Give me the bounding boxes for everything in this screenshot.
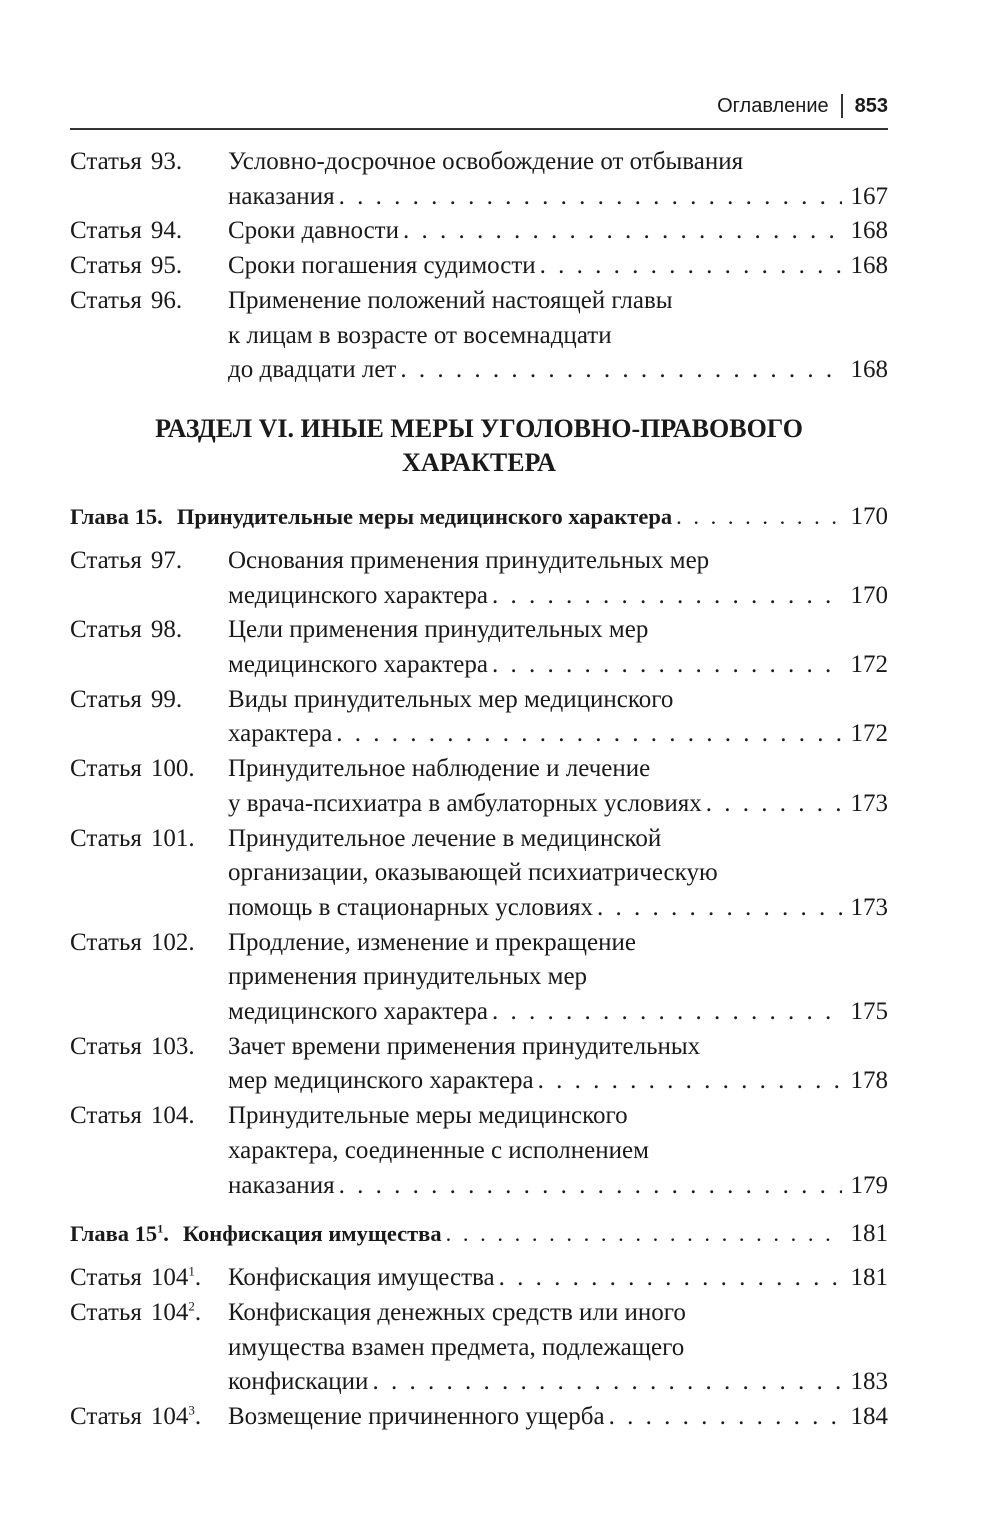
article-number — [151, 929, 195, 956]
page-number: 173 — [850, 893, 888, 921]
article-title-end: медицинского характера — [228, 581, 488, 609]
article-number-text: 96. — [150, 286, 183, 314]
chapter-label-sup: 1 — [157, 1221, 164, 1236]
leader-dots — [540, 249, 842, 284]
article-title-end: Возмещение причиненного ущерба — [228, 1403, 605, 1431]
chapter-title: Принудительные меры медицинского характера — [176, 503, 673, 529]
leader-dots — [492, 579, 842, 614]
article-title-end: помощь в стационарных условиях — [228, 893, 594, 921]
page-number: 172 — [850, 720, 888, 748]
article-label — [70, 926, 228, 1030]
leader-dots — [446, 1217, 842, 1251]
article-title-last-line — [228, 1261, 888, 1296]
article-number-text: 100. — [150, 755, 195, 783]
leader-dots — [676, 500, 842, 534]
leader-dots — [400, 353, 842, 388]
article-title-end: медицинского характера — [228, 998, 488, 1026]
article-number-text: 99. — [150, 685, 183, 713]
toc-entry[interactable] — [70, 1099, 888, 1203]
toc-entry[interactable] — [70, 752, 888, 821]
article-word: Статья — [70, 928, 142, 956]
article-title-last-line — [228, 648, 888, 683]
toc-entry[interactable] — [70, 249, 888, 284]
article-title-line: Условно-досрочное освобождение от отбывания — [228, 148, 744, 175]
section-heading-line-2: ХАРАКТЕРА — [402, 447, 556, 477]
toc-entry[interactable] — [70, 926, 888, 1030]
toc-entry[interactable] — [70, 1030, 888, 1099]
toc-entry[interactable] — [70, 822, 888, 926]
toc-list-chapter-15-1 — [70, 1261, 888, 1435]
article-title-end: характера — [228, 720, 333, 748]
article-title-end: до двадцати лет — [228, 356, 397, 384]
article-number-sup: 3 — [188, 1402, 195, 1418]
article-number — [151, 287, 182, 314]
article-number — [151, 616, 182, 643]
article-title-line: Принудительное лечение в медицинской — [228, 824, 662, 852]
article-number — [151, 825, 195, 852]
article-number-text: 104 — [150, 1403, 189, 1431]
article-label — [70, 544, 228, 613]
leader-dots — [403, 214, 842, 249]
article-title-last-line — [228, 717, 888, 752]
article-number-text: 97. — [150, 546, 183, 574]
toc-entry[interactable] — [70, 683, 888, 752]
article-title — [228, 926, 888, 1030]
article-number-text: 104 — [150, 1264, 189, 1292]
leader-dots — [336, 717, 842, 752]
article-title-end: у врача-психиатра в амбулаторных условиях — [228, 789, 702, 817]
article-title — [228, 1400, 888, 1435]
article-label — [70, 1099, 228, 1203]
article-title-last-line — [228, 891, 888, 926]
article-number-text: 102. — [150, 928, 195, 956]
article-label — [70, 284, 228, 388]
header-page-number: 853 — [854, 94, 888, 117]
article-word: Статья — [70, 1102, 142, 1130]
article-title-line: применения принудительных мер — [228, 963, 588, 991]
article-number — [151, 1102, 195, 1129]
article-number — [151, 1299, 201, 1326]
leader-dots — [492, 648, 842, 683]
article-title-line: имущества взамен предмета, подлежащего — [228, 1333, 685, 1361]
article-number — [151, 1033, 195, 1060]
article-number-text: 98. — [150, 616, 183, 644]
article-number — [151, 252, 182, 279]
toc-entry[interactable] — [70, 544, 888, 613]
leader-dots — [372, 1365, 842, 1400]
article-word: Статья — [70, 252, 142, 280]
article-title — [228, 145, 888, 214]
article-number-suffix: . — [194, 1298, 202, 1326]
article-label — [70, 1400, 228, 1435]
article-title-line: Основания применения принудительных мер — [228, 546, 710, 574]
section-heading — [70, 412, 888, 480]
article-label — [70, 752, 228, 821]
article-word: Статья — [70, 1403, 142, 1431]
article-word: Статья — [70, 1032, 142, 1060]
article-title-line: Применение положений настоящей главы — [228, 286, 673, 314]
article-number-text: 104 — [150, 1298, 189, 1326]
article-label — [70, 249, 228, 284]
article-title-last-line — [228, 249, 888, 284]
article-number — [151, 755, 195, 782]
article-title — [228, 1261, 888, 1296]
article-title — [228, 1030, 888, 1099]
article-word: Статья — [70, 685, 142, 713]
chapter-page: 170 — [850, 502, 888, 530]
article-title-line: Зачет времени применения принудительных — [228, 1032, 701, 1060]
page-number: 183 — [850, 1368, 888, 1396]
article-label — [70, 145, 228, 214]
page-number: 170 — [850, 581, 888, 609]
leader-dots — [538, 1064, 842, 1099]
article-title-last-line — [228, 579, 888, 614]
chapter-page: 181 — [850, 1220, 888, 1248]
article-label — [70, 1030, 228, 1099]
toc-entry[interactable] — [70, 284, 888, 388]
article-number — [151, 217, 182, 244]
article-number-text: 104. — [150, 1102, 195, 1130]
article-title-last-line — [228, 353, 888, 388]
article-number-text: 93. — [150, 148, 183, 175]
article-title-line: Продление, изменение и прекращение — [228, 928, 636, 956]
toc-entry[interactable] — [70, 214, 888, 249]
article-number — [151, 1264, 201, 1291]
toc-entry[interactable] — [70, 613, 888, 682]
chapter-label-text: Глава 15 — [70, 1221, 158, 1247]
article-word: Статья — [70, 616, 142, 644]
chapter-label — [70, 1217, 169, 1251]
article-title-last-line — [228, 214, 888, 249]
article-title-last-line — [228, 787, 888, 822]
article-title-line: характера, соединенные с исполнением — [228, 1136, 649, 1164]
page-number: 179 — [850, 1171, 888, 1199]
article-title — [228, 752, 888, 821]
article-word: Статья — [70, 217, 142, 245]
article-label — [70, 1261, 228, 1296]
article-word: Статья — [70, 546, 142, 574]
chapter-15-entry[interactable] — [70, 500, 888, 534]
toc-entry[interactable] — [70, 1296, 888, 1400]
article-title-last-line — [228, 1169, 888, 1204]
article-number-text: 94. — [150, 217, 183, 245]
article-title — [228, 284, 888, 388]
article-title — [228, 214, 888, 249]
article-title — [228, 1099, 888, 1203]
article-label — [70, 613, 228, 682]
article-title-line: Принудительные меры медицинского — [228, 1102, 628, 1130]
article-title — [228, 683, 888, 752]
article-title-line: организации, оказывающей психиатрическую — [228, 859, 718, 887]
toc-entry[interactable] — [70, 1400, 888, 1435]
article-title — [228, 822, 888, 926]
article-title-last-line — [228, 1064, 888, 1099]
toc-list-chapter-15 — [70, 544, 888, 1203]
article-number-sup: 2 — [188, 1298, 195, 1314]
article-number-sup: 1 — [188, 1263, 195, 1279]
page-number: 172 — [850, 651, 888, 679]
header-right — [717, 94, 888, 118]
toc-content — [70, 145, 888, 1435]
article-title-end: наказания — [228, 1171, 335, 1199]
article-number-text: 101. — [150, 824, 195, 852]
article-word: Статья — [70, 286, 142, 314]
article-number-suffix: . — [194, 1264, 202, 1292]
toc-entry[interactable] — [70, 145, 888, 214]
article-title-line: Цели применения принудительных мер — [228, 616, 649, 644]
article-label — [70, 683, 228, 752]
header-title: Оглавление — [717, 94, 829, 117]
page-number: 173 — [850, 789, 888, 817]
article-number-suffix: . — [194, 1403, 202, 1431]
leader-dots — [609, 1400, 842, 1435]
toc-entry[interactable] — [70, 1261, 888, 1296]
page-number: 168 — [850, 356, 888, 384]
leader-dots — [597, 891, 842, 926]
article-title-end: Сроки погашения судимости — [228, 252, 536, 280]
toc-list-chapter-14 — [70, 145, 888, 388]
article-title-last-line — [228, 1400, 888, 1435]
article-title-last-line — [228, 1365, 888, 1400]
article-title-line: Конфискация денежных средств или иного — [228, 1298, 686, 1326]
article-title-end: Конфискация имущества — [228, 1264, 495, 1292]
running-header — [70, 92, 888, 130]
article-word: Статья — [70, 1264, 142, 1292]
page-number: 175 — [850, 998, 888, 1026]
article-number — [151, 148, 182, 175]
page-number: 168 — [850, 217, 888, 245]
article-word: Статья — [70, 148, 142, 175]
article-word: Статья — [70, 755, 142, 783]
article-number — [151, 1403, 201, 1430]
chapter-title: Конфискация имущества — [182, 1221, 442, 1247]
article-number-text: 103. — [150, 1032, 195, 1060]
article-title — [228, 544, 888, 613]
article-title — [228, 249, 888, 284]
article-label — [70, 214, 228, 249]
article-title-last-line — [228, 995, 888, 1030]
article-number — [151, 686, 182, 713]
article-label — [70, 822, 228, 926]
section-heading-line-1: РАЗДЕЛ VI. ИНЫЕ МЕРЫ УГОЛОВНО-ПРАВОВОГО — [155, 413, 803, 443]
page-number: 178 — [850, 1067, 888, 1095]
header-separator — [841, 94, 843, 118]
chapter-label: Глава 15. — [70, 503, 163, 529]
article-word: Статья — [70, 824, 142, 852]
article-title-line: Принудительное наблюдение и лечение — [228, 755, 651, 783]
leader-dots — [339, 180, 842, 215]
page-number: 167 — [850, 182, 888, 210]
article-number-text: 95. — [150, 252, 183, 280]
article-title-line: к лицам в возрасте от восемнадцати — [228, 321, 612, 349]
article-title-end: медицинского характера — [228, 651, 488, 679]
page-number: 168 — [850, 252, 888, 280]
leader-dots — [339, 1169, 842, 1204]
article-title-end: конфискации — [228, 1368, 369, 1396]
article-title-end: Сроки давности — [228, 217, 399, 245]
leader-dots — [499, 1261, 842, 1296]
leader-dots — [706, 787, 842, 822]
article-number — [151, 547, 182, 574]
article-title-last-line — [228, 180, 888, 215]
article-title — [228, 613, 888, 682]
article-title-line: Виды принудительных мер медицинского — [228, 685, 674, 713]
page-number: 184 — [850, 1403, 888, 1431]
leader-dots — [492, 995, 842, 1030]
article-label — [70, 1296, 228, 1400]
article-word: Статья — [70, 1298, 142, 1326]
chapter-label-suffix: . — [163, 1221, 169, 1247]
article-title — [228, 1296, 888, 1400]
article-title-end: наказания — [228, 182, 335, 210]
article-title-end: мер медицинского характера — [228, 1067, 534, 1095]
chapter-15-1-entry[interactable] — [70, 1217, 888, 1251]
page-number: 181 — [850, 1264, 888, 1292]
